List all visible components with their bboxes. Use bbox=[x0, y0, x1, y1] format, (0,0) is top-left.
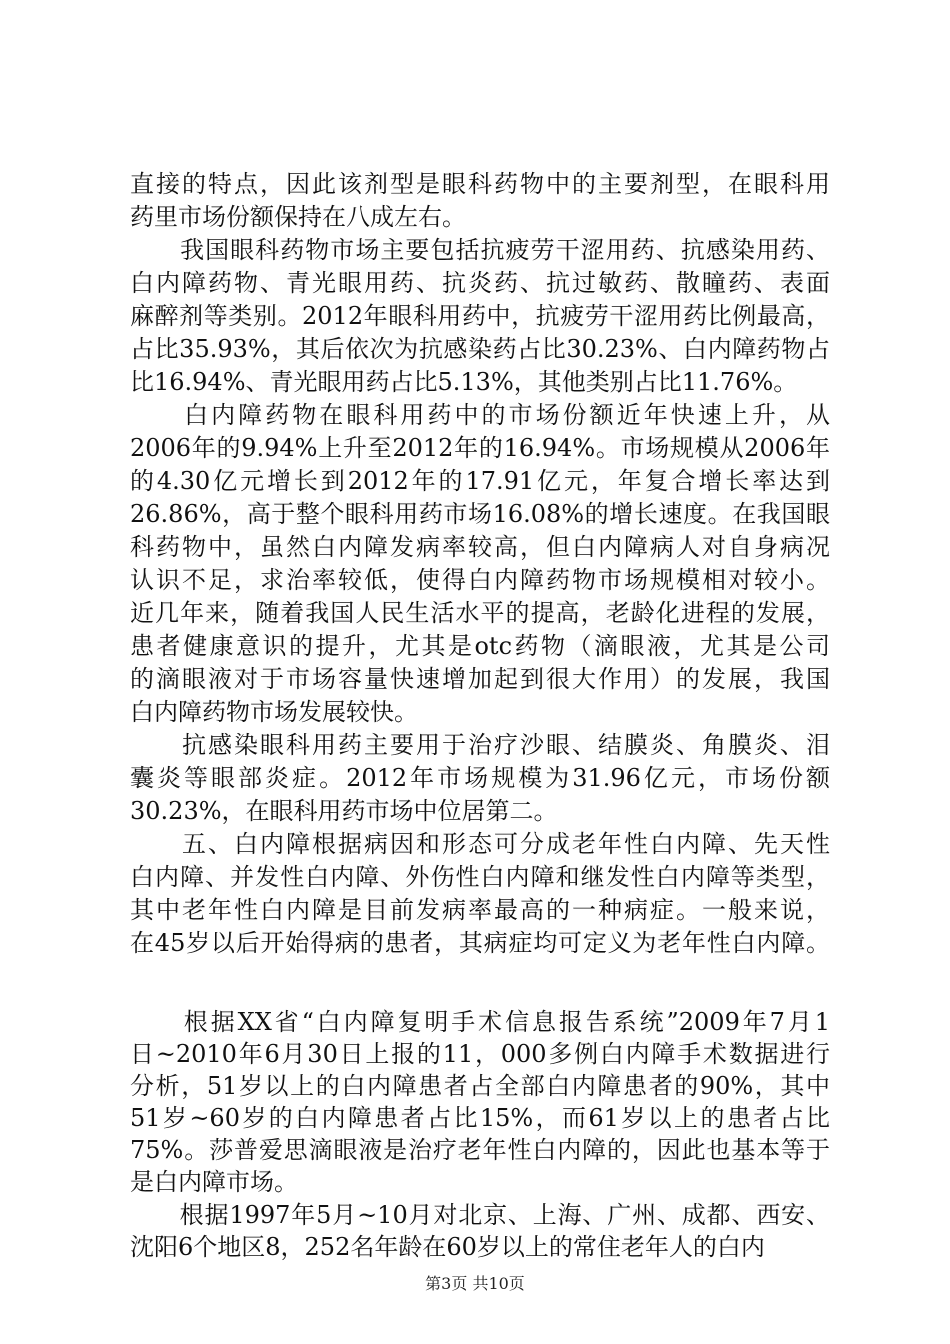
text-line: 在45岁以后开始得病的患者，其病症均可定义为老年性白内障。 bbox=[130, 929, 830, 957]
text-line: 囊炎等眼部炎症。2012年市场规模为31.96亿元，市场份额 bbox=[130, 764, 830, 792]
text-line: 2006年的9.94%上升至2012年的16.94%。市场规模从2006年 bbox=[130, 434, 830, 462]
text-line: 其中老年性白内障是目前发病率最高的一种病症。一般来说， bbox=[130, 896, 830, 924]
text-line: 26.86%，高于整个眼科用药市场16.08%的增长速度。在我国眼 bbox=[130, 500, 830, 528]
text-line: 的滴眼液对于市场容量快速增加起到很大作用）的发展，我国 bbox=[130, 665, 830, 693]
text-line: 是白内障市场。 bbox=[130, 1168, 298, 1196]
text-line: 科药物中，虽然白内障发病率较高，但白内障病人对自身病况 bbox=[130, 533, 830, 561]
text-line: 白内障药物市场发展较快。 bbox=[130, 698, 418, 726]
text-line: 51岁~60岁的白内障患者占比15%，而61岁以上的患者占比 bbox=[130, 1104, 830, 1132]
text-line: 白内障、并发性白内障、外伤性白内障和继发性白内障等类型， bbox=[130, 863, 830, 891]
text-line: 根据1997年5月~10月对北京、上海、广州、成都、西安、 bbox=[130, 1201, 830, 1229]
text-line: 占比35.93%，其后依次为抗感染药占比30.23%、白内障药物占 bbox=[130, 335, 830, 363]
text-line: 近几年来，随着我国人民生活水平的提高，老龄化进程的发展， bbox=[130, 599, 830, 627]
text-line: 白内障药物在眼科用药中的市场份额近年快速上升，从 bbox=[130, 401, 830, 429]
text-line: 30.23%，在眼科用药市场中位居第二。 bbox=[130, 797, 558, 825]
text-line: 我国眼科药物市场主要包括抗疲劳干涩用药、抗感染用药、 bbox=[130, 236, 830, 264]
text-line: 比16.94%、青光眼用药占比5.13%，其他类别占比11.76%。 bbox=[130, 368, 798, 396]
text-line: 患者健康意识的提升，尤其是otc药物（滴眼液，尤其是公司 bbox=[130, 632, 830, 660]
text-line: 根据XX省“白内障复明手术信息报告系统”2009年7月1 bbox=[130, 1008, 830, 1036]
text-line: 的4.30亿元增长到2012年的17.91亿元，年复合增长率达到 bbox=[130, 467, 830, 495]
text-line: 沈阳6个地区8，252名年龄在60岁以上的常住老年人的白内 bbox=[130, 1233, 765, 1261]
text-line: 麻醉剂等类别。2012年眼科用药中，抗疲劳干涩用药比例最高， bbox=[130, 302, 830, 330]
text-line: 75%。莎普爱思滴眼液是治疗老年性白内障的，因此也基本等于 bbox=[130, 1136, 830, 1164]
page-number-footer: 第3页 共10页 bbox=[425, 1274, 525, 1293]
text-line: 白内障药物、青光眼用药、抗炎药、抗过敏药、散瞳药、表面 bbox=[130, 269, 830, 297]
text-line: 直接的特点，因此该剂型是眼科药物中的主要剂型，在眼科用 bbox=[130, 170, 830, 198]
text-line: 五、白内障根据病因和形态可分成老年性白内障、先天性 bbox=[130, 830, 830, 858]
text-line: 日~2010年6月30日上报的11，000多例白内障手术数据进行 bbox=[130, 1040, 830, 1068]
text-line: 药里市场份额保持在八成左右。 bbox=[130, 203, 466, 231]
text-line: 认识不足，求治率较低，使得白内障药物市场规模相对较小。 bbox=[130, 566, 830, 594]
text-line: 抗感染眼科用药主要用于治疗沙眼、结膜炎、角膜炎、泪 bbox=[130, 731, 830, 759]
text-line: 分析，51岁以上的白内障患者占全部白内障患者的90%，其中 bbox=[130, 1072, 830, 1100]
